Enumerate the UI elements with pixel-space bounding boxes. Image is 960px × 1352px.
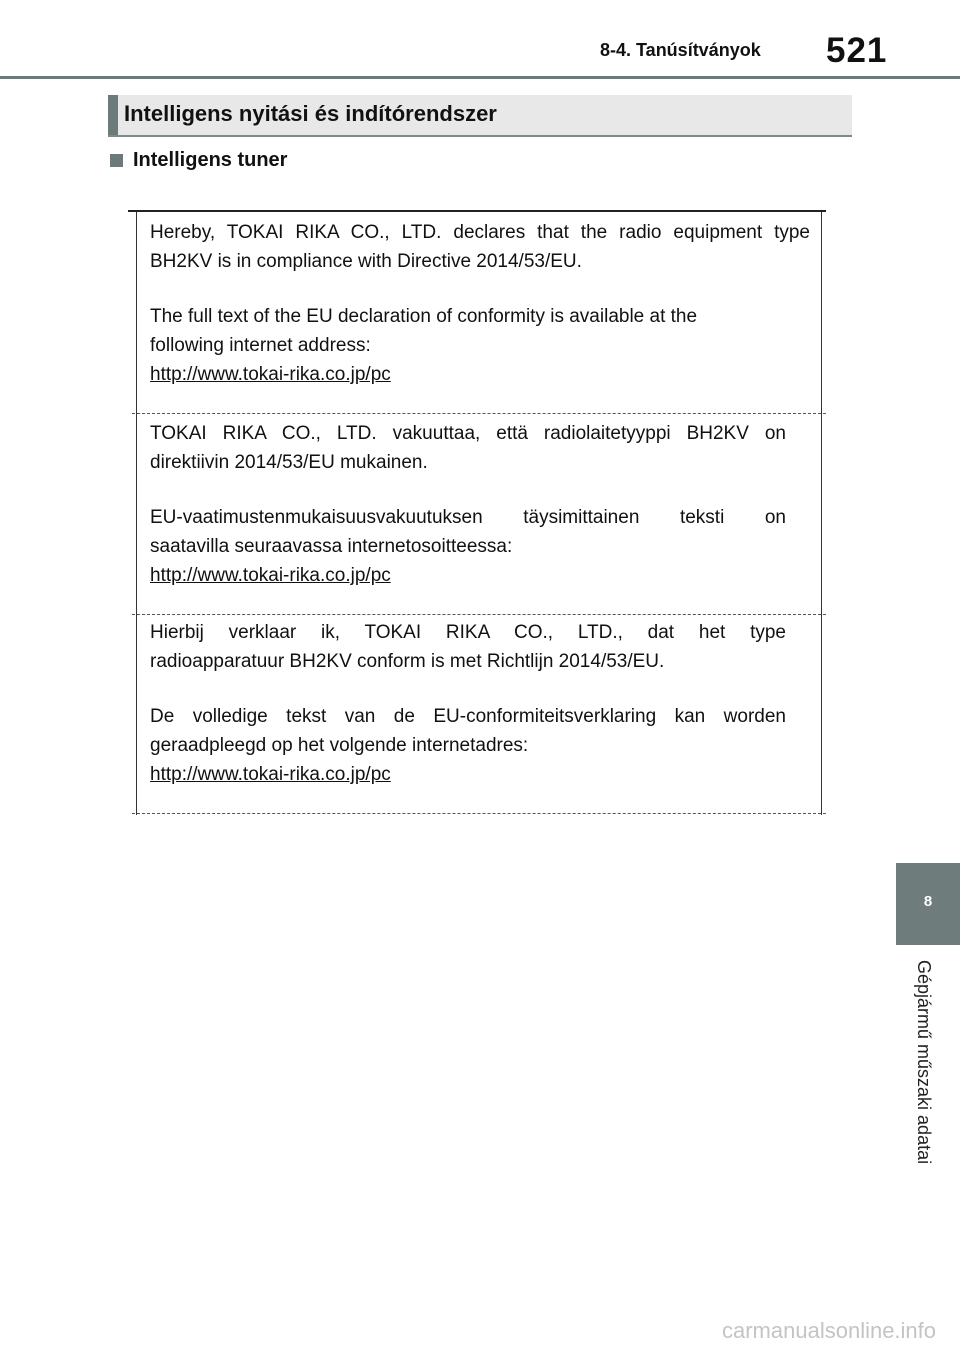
chapter-label [913,960,941,1200]
declaration-statement [150,618,810,676]
declaration-english [150,218,810,389]
text-line: following internet address: [150,335,371,356]
text-line: radioapparatuur BH2KV conform is met Richtlijn 2014/53/EU. [150,651,665,672]
text-line: The full text of the EU declaration of conformity is available at the [150,306,698,327]
chapter-title: Gépjármű műszaki adatai [914,960,934,1165]
text-line: geraadpleegd op het volgende internetadres: [150,735,529,756]
chapter-number: 8 [923,893,933,910]
section-banner [108,95,852,137]
declaration-url-link[interactable]: http://www.tokai-rika.co.jp/pc [150,565,391,586]
text-line: Hierbij verklaar ik, TOKAI RIKA CO., LTD., dat het type [150,622,786,643]
declaration-divider [132,614,826,615]
declaration-statement [150,419,810,477]
declaration-bottom-border [132,813,826,814]
text-line: direktiivin 2014/53/EU mukainen. [150,452,428,473]
running-header-section: 8-4. Tanúsítványok [600,40,761,60]
declaration-url-link[interactable]: http://www.tokai-rika.co.jp/pc [150,764,391,785]
declaration-finnish [150,419,810,590]
chapter-tab [896,863,960,945]
subheading [110,149,287,172]
page-number: 521 [826,31,888,70]
text-line: saatavilla seuraavassa internetosoitteessa: [150,536,513,557]
text-line: EU-vaatimustenmukaisuusvakuutuksen täysimittainen teksti on [150,507,786,528]
text-line: Hereby, TOKAI RIKA CO., LTD. declares that the radio equipment type [150,222,810,243]
declaration-dutch [150,618,810,789]
declaration-availability [150,302,810,389]
text-line: TOKAI RIKA CO., LTD. vakuuttaa, että radiolaitetyyppi BH2KV on [150,423,786,444]
section-banner-accent [108,95,118,135]
declaration-divider [132,413,826,414]
declaration-statement [150,218,810,276]
section-title: Intelligens nyitási és indítórendszer [124,101,497,126]
declaration-availability [150,503,810,590]
watermark: carmanualsonline.info [722,1318,937,1343]
declaration-url-link[interactable]: http://www.tokai-rika.co.jp/pc [150,364,391,385]
declaration-availability [150,702,810,789]
square-bullet-icon [110,154,123,167]
text-line: De volledige tekst van de EU-conformiteitsverklaring kan worden [150,706,786,727]
header-rule [0,76,960,79]
subheading-title: Intelligens tuner [133,149,288,171]
text-line: BH2KV is in compliance with Directive 2014/53/EU. [150,251,582,272]
